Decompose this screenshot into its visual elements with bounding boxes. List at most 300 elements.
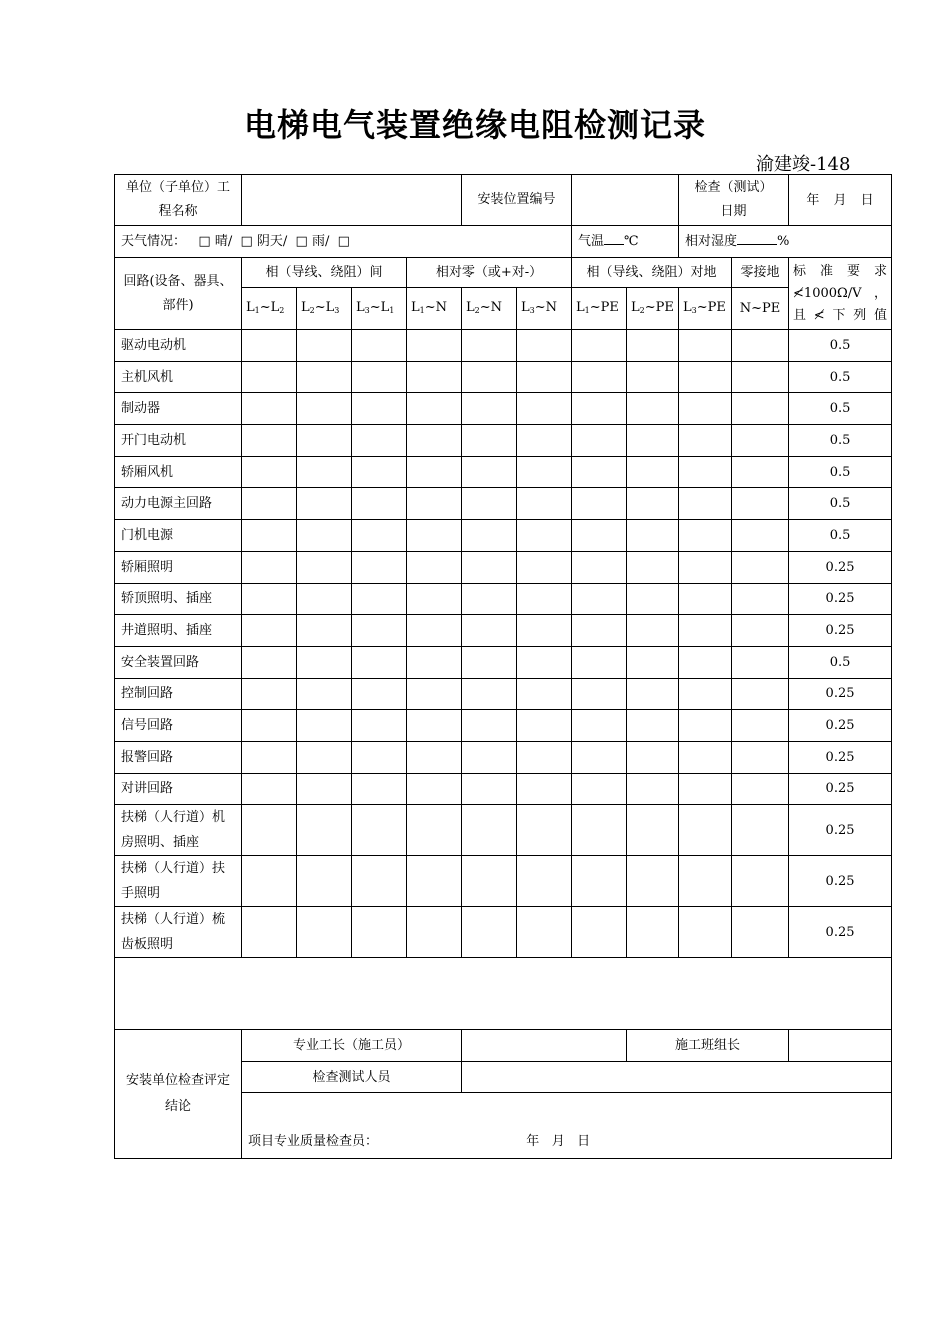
circuit-name-cell xyxy=(115,646,242,678)
measurement-cell[interactable] xyxy=(352,393,407,425)
measurement-cell[interactable] xyxy=(517,646,572,678)
measurement-cell[interactable] xyxy=(627,361,679,393)
measurement-cell[interactable] xyxy=(627,805,679,856)
measurement-cell[interactable] xyxy=(297,907,352,958)
sub-col-l2-pe: $L_2\sim PE$ xyxy=(627,288,679,330)
measurement-cell[interactable] xyxy=(297,393,352,425)
standard-value: 0.25 xyxy=(825,924,855,940)
measurement-cell[interactable] xyxy=(572,551,627,583)
unit-label: 单位（子单位）工程名称 xyxy=(125,180,230,219)
measurement-cell[interactable] xyxy=(732,646,789,678)
measurement-cell[interactable] xyxy=(297,615,352,647)
standard-value-cell xyxy=(789,646,892,678)
table-row xyxy=(115,456,892,488)
measurement-cell[interactable] xyxy=(517,615,572,647)
standard-value-cell xyxy=(789,488,892,520)
date-label: 检查（测试）日期 xyxy=(694,180,773,219)
humidity-blank[interactable] xyxy=(737,230,777,245)
weather-option-cloudy[interactable]: □ 阴天/ xyxy=(240,234,288,249)
measurement-cell[interactable] xyxy=(462,773,517,805)
standard-value: 0.25 xyxy=(825,718,855,734)
measurement-cell[interactable] xyxy=(462,856,517,907)
circuit-name-cell xyxy=(115,907,242,958)
measurement-cell[interactable] xyxy=(732,773,789,805)
table-row xyxy=(115,520,892,552)
measurement-cell[interactable] xyxy=(627,520,679,552)
measurement-cell[interactable] xyxy=(462,741,517,773)
location-label: 安装位置编号 xyxy=(477,192,556,207)
measurement-cell[interactable] xyxy=(297,425,352,457)
location-label-cell xyxy=(462,175,572,226)
standard-value-cell xyxy=(789,805,892,856)
measurement-cell[interactable] xyxy=(572,615,627,647)
table-row xyxy=(115,907,892,958)
measurement-cell[interactable] xyxy=(732,710,789,742)
circuit-name-cell xyxy=(115,856,242,907)
phase-group-text: 相（导线、绕阻）间 xyxy=(265,265,383,280)
page-title: 电梯电气装置绝缘电阻检测记录 xyxy=(243,106,706,144)
circuit-name-cell xyxy=(115,551,242,583)
document-code: 渝建竣-148 xyxy=(756,154,851,175)
measurement-cell[interactable] xyxy=(407,393,462,425)
measurement-cell[interactable] xyxy=(297,646,352,678)
measurement-cell[interactable] xyxy=(517,330,572,362)
measurement-cell[interactable] xyxy=(679,330,732,362)
weather-row xyxy=(115,226,892,258)
date-value-cell[interactable] xyxy=(789,175,892,226)
measurement-cell[interactable] xyxy=(517,907,572,958)
measurement-cell[interactable] xyxy=(462,488,517,520)
inspector-label-cell xyxy=(242,1062,462,1093)
temperature-cell[interactable] xyxy=(572,226,679,258)
measurement-cell[interactable] xyxy=(572,425,627,457)
circuit-name: 控制回路 xyxy=(121,686,174,702)
measurement-cell[interactable] xyxy=(352,907,407,958)
standard-value-cell xyxy=(789,361,892,393)
measurement-cell[interactable] xyxy=(462,425,517,457)
table-row xyxy=(115,488,892,520)
sub-col-n-pe-text: N~PE xyxy=(739,301,781,316)
circuit-name: 轿顶照明、插座 xyxy=(121,591,213,607)
measurement-cell[interactable] xyxy=(517,393,572,425)
circuit-name: 驱动电动机 xyxy=(121,337,187,353)
quality-date: 年 月 日 xyxy=(526,1134,591,1150)
measurement-cell[interactable] xyxy=(517,856,572,907)
measurement-cell[interactable] xyxy=(517,805,572,856)
temperature-label: 气温 xyxy=(578,234,605,249)
measurement-cell[interactable] xyxy=(517,488,572,520)
table-row xyxy=(115,773,892,805)
standard-value-cell xyxy=(789,741,892,773)
measurement-cell[interactable] xyxy=(679,456,732,488)
measurement-cell[interactable] xyxy=(242,678,297,710)
team-leader-label-cell xyxy=(627,1030,789,1062)
measurement-cell[interactable] xyxy=(352,425,407,457)
table-row xyxy=(115,330,892,362)
measurement-cell[interactable] xyxy=(732,741,789,773)
measurement-cell[interactable] xyxy=(407,456,462,488)
date-label-cell xyxy=(679,175,789,226)
measurement-cell[interactable] xyxy=(352,488,407,520)
standard-header-text: 标 准 要 求 ≮1000Ω/V，且≮下列值 xyxy=(793,263,888,323)
measurement-cell[interactable] xyxy=(297,361,352,393)
measurement-cell[interactable] xyxy=(517,678,572,710)
circuit-name-cell xyxy=(115,393,242,425)
measurement-cell[interactable] xyxy=(407,583,462,615)
measurement-cell[interactable] xyxy=(407,646,462,678)
measurement-cell[interactable] xyxy=(627,425,679,457)
table-row xyxy=(115,678,892,710)
measurement-cell[interactable] xyxy=(352,741,407,773)
measurement-cell[interactable] xyxy=(297,856,352,907)
measurement-cell[interactable] xyxy=(407,615,462,647)
measurement-cell[interactable] xyxy=(732,330,789,362)
standard-value-cell xyxy=(789,710,892,742)
standard-value-cell xyxy=(789,551,892,583)
measurement-cell[interactable] xyxy=(572,646,627,678)
measurement-cell[interactable] xyxy=(462,393,517,425)
measurement-cell[interactable] xyxy=(297,456,352,488)
measurement-cell[interactable] xyxy=(732,488,789,520)
measurement-cell[interactable] xyxy=(572,330,627,362)
neutral-group-header xyxy=(407,258,572,288)
measurement-cell[interactable] xyxy=(297,330,352,362)
circuit-name-cell xyxy=(115,330,242,362)
standard-value-cell xyxy=(789,330,892,362)
measurement-cell[interactable] xyxy=(242,551,297,583)
circuit-name: 轿厢照明 xyxy=(121,559,174,575)
measurement-cell[interactable] xyxy=(627,456,679,488)
measurement-cell[interactable] xyxy=(462,456,517,488)
measurement-cell[interactable] xyxy=(517,361,572,393)
measurement-cell[interactable] xyxy=(242,583,297,615)
circuit-name-cell xyxy=(115,805,242,856)
sub-col-l3-l1: $L_3\sim L_1$ xyxy=(352,288,407,330)
measurement-cell[interactable] xyxy=(352,710,407,742)
measurement-cell[interactable] xyxy=(572,393,627,425)
weather-option-other[interactable]: □ xyxy=(337,234,350,249)
measurement-cell[interactable] xyxy=(732,361,789,393)
circuit-name-cell xyxy=(115,615,242,647)
measurement-cell[interactable] xyxy=(462,330,517,362)
measurement-cell[interactable] xyxy=(462,678,517,710)
remarks-cell[interactable] xyxy=(115,958,892,1030)
measurement-cell[interactable] xyxy=(679,393,732,425)
measurement-cell[interactable] xyxy=(297,551,352,583)
measurement-cell[interactable] xyxy=(242,330,297,362)
measurement-cell[interactable] xyxy=(242,456,297,488)
sub-col-l3-pe: $L_3\sim PE$ xyxy=(679,288,732,330)
weather-label: 天气情况： xyxy=(121,234,187,249)
circuit-header-text: 回路(设备、器具、部件) xyxy=(123,273,233,313)
measurement-cell[interactable] xyxy=(517,520,572,552)
measurement-cell[interactable] xyxy=(242,805,297,856)
table-row xyxy=(115,361,892,393)
measurement-cell[interactable] xyxy=(407,425,462,457)
ground-group-header xyxy=(572,258,732,288)
standard-value-cell xyxy=(789,393,892,425)
measurement-cell[interactable] xyxy=(462,646,517,678)
measurement-cell[interactable] xyxy=(517,456,572,488)
measurement-cell[interactable] xyxy=(679,615,732,647)
measurement-cell[interactable] xyxy=(297,741,352,773)
measurement-cell[interactable] xyxy=(407,551,462,583)
measurement-cell[interactable] xyxy=(352,615,407,647)
table-row xyxy=(115,646,892,678)
team-leader-value-cell[interactable] xyxy=(789,1030,892,1062)
measurement-cell[interactable] xyxy=(627,678,679,710)
circuit-name-cell xyxy=(115,773,242,805)
measurement-cell[interactable] xyxy=(242,710,297,742)
measurement-cell[interactable] xyxy=(572,456,627,488)
measurement-cell[interactable] xyxy=(627,907,679,958)
measurement-cell[interactable] xyxy=(572,805,627,856)
standard-header xyxy=(789,258,892,330)
measurement-cell[interactable] xyxy=(407,678,462,710)
circuit-name-cell xyxy=(115,520,242,552)
measurement-cell[interactable] xyxy=(352,583,407,615)
column-group-row xyxy=(115,258,892,288)
measurement-cell[interactable] xyxy=(297,805,352,856)
measurement-cell[interactable] xyxy=(352,646,407,678)
sub-col-l1-pe: $L_1\sim PE$ xyxy=(572,288,627,330)
sub-col-n-pe xyxy=(732,288,789,330)
measurement-cell[interactable] xyxy=(462,551,517,583)
measurement-cell[interactable] xyxy=(572,907,627,958)
circuit-name-cell xyxy=(115,710,242,742)
measurement-cell[interactable] xyxy=(627,393,679,425)
neutral-group-text: 相对零（或+对-） xyxy=(435,265,543,280)
circuit-name-cell xyxy=(115,583,242,615)
measurement-cell[interactable] xyxy=(679,646,732,678)
measurement-cell[interactable] xyxy=(407,741,462,773)
humidity-cell[interactable] xyxy=(679,226,892,258)
measurement-cell[interactable] xyxy=(242,856,297,907)
phase-group-header xyxy=(242,258,407,288)
measurement-cell[interactable] xyxy=(732,520,789,552)
measurement-cell[interactable] xyxy=(242,361,297,393)
measurement-cell[interactable] xyxy=(517,773,572,805)
measurement-cell[interactable] xyxy=(572,520,627,552)
circuit-name-cell xyxy=(115,456,242,488)
measurement-cell[interactable] xyxy=(517,710,572,742)
measurement-cell[interactable] xyxy=(679,805,732,856)
measurement-cell[interactable] xyxy=(679,425,732,457)
measurement-cell[interactable] xyxy=(297,773,352,805)
measurement-cell[interactable] xyxy=(679,741,732,773)
measurement-cell[interactable] xyxy=(679,583,732,615)
ground-group-text: 相（导线、绕阻）对地 xyxy=(586,265,717,280)
table-row xyxy=(115,741,892,773)
measurement-cell[interactable] xyxy=(462,583,517,615)
standard-value: 0.5 xyxy=(829,464,851,480)
foreman-label-cell xyxy=(242,1030,462,1062)
measurement-cell[interactable] xyxy=(572,678,627,710)
unit-label-cell xyxy=(115,175,242,226)
standard-value-cell xyxy=(789,520,892,552)
circuit-name: 扶梯（人行道）机房照明、插座 xyxy=(121,810,226,851)
measurement-cell[interactable] xyxy=(572,488,627,520)
measurement-cell[interactable] xyxy=(627,773,679,805)
circuit-name: 报警回路 xyxy=(121,749,174,765)
measurement-cell[interactable] xyxy=(732,615,789,647)
measurement-cell[interactable] xyxy=(352,773,407,805)
measurement-cell[interactable] xyxy=(732,583,789,615)
measurement-cell[interactable] xyxy=(242,907,297,958)
measurement-cell[interactable] xyxy=(407,520,462,552)
measurement-cell[interactable] xyxy=(732,393,789,425)
measurement-cell[interactable] xyxy=(462,907,517,958)
remarks-row xyxy=(115,958,892,1030)
standard-value: 0.25 xyxy=(825,749,855,765)
footer-row-1 xyxy=(115,1030,892,1062)
measurement-cell[interactable] xyxy=(462,361,517,393)
standard-value: 0.25 xyxy=(825,873,855,889)
measurement-cell[interactable] xyxy=(627,583,679,615)
table-row xyxy=(115,710,892,742)
measurement-cell[interactable] xyxy=(627,856,679,907)
measurement-cell[interactable] xyxy=(407,856,462,907)
measurement-cell[interactable] xyxy=(407,488,462,520)
measurement-cell[interactable] xyxy=(679,856,732,907)
measurement-cell[interactable] xyxy=(407,330,462,362)
measurement-cell[interactable] xyxy=(517,551,572,583)
foreman-label: 专业工长（施工员） xyxy=(292,1038,410,1054)
measurement-cell[interactable] xyxy=(732,678,789,710)
measurement-cell[interactable] xyxy=(297,678,352,710)
table-row xyxy=(115,583,892,615)
foreman-value-cell[interactable] xyxy=(462,1030,627,1062)
circuit-name: 扶梯（人行道）梳齿板照明 xyxy=(121,912,226,953)
measurement-cell[interactable] xyxy=(732,805,789,856)
table-row xyxy=(115,805,892,856)
unit-value-cell[interactable] xyxy=(242,175,462,226)
humidity-unit: % xyxy=(777,234,790,249)
measurement-cell[interactable] xyxy=(517,741,572,773)
table-row xyxy=(115,551,892,583)
sub-col-l3-n: $L_3\sim N$ xyxy=(517,288,572,330)
measurement-cell[interactable] xyxy=(627,551,679,583)
measurement-cell[interactable] xyxy=(297,583,352,615)
measurement-cell[interactable] xyxy=(242,425,297,457)
measurement-cell[interactable] xyxy=(679,488,732,520)
measurement-cell[interactable] xyxy=(572,361,627,393)
measurement-cell[interactable] xyxy=(572,741,627,773)
measurement-cell[interactable] xyxy=(242,393,297,425)
measurement-cell[interactable] xyxy=(517,425,572,457)
measurement-cell[interactable] xyxy=(352,361,407,393)
standard-value: 0.5 xyxy=(829,527,851,543)
measurement-cell[interactable] xyxy=(732,907,789,958)
measurement-cell[interactable] xyxy=(407,773,462,805)
measurement-cell[interactable] xyxy=(572,856,627,907)
measurement-cell[interactable] xyxy=(242,773,297,805)
measurement-cell[interactable] xyxy=(679,773,732,805)
measurement-cell[interactable] xyxy=(407,907,462,958)
circuit-name-cell xyxy=(115,361,242,393)
measurement-cell[interactable] xyxy=(732,551,789,583)
measurement-cell[interactable] xyxy=(679,678,732,710)
measurement-cell[interactable] xyxy=(352,856,407,907)
standard-value-cell xyxy=(789,907,892,958)
measurement-cell[interactable] xyxy=(297,710,352,742)
standard-value: 0.25 xyxy=(825,822,855,838)
measurement-cell[interactable] xyxy=(732,456,789,488)
insulation-record-table xyxy=(114,174,892,1159)
measurement-cell[interactable] xyxy=(352,678,407,710)
measurement-cell[interactable] xyxy=(572,710,627,742)
measurement-cell[interactable] xyxy=(242,646,297,678)
measurement-cell[interactable] xyxy=(679,710,732,742)
zero-ground-text: 零接地 xyxy=(740,265,780,280)
temperature-blank[interactable] xyxy=(604,230,624,245)
standard-value: 0.25 xyxy=(825,623,855,639)
weather-option-rain[interactable]: □ 雨/ xyxy=(295,234,330,249)
measurement-cell[interactable] xyxy=(679,520,732,552)
circuit-name: 轿厢风机 xyxy=(121,464,174,480)
circuit-name: 动力电源主回路 xyxy=(121,496,213,512)
measurement-cell[interactable] xyxy=(297,520,352,552)
measurement-cell[interactable] xyxy=(462,805,517,856)
circuit-name: 安全装置回路 xyxy=(121,654,200,670)
measurement-cell[interactable] xyxy=(297,488,352,520)
measurement-cell[interactable] xyxy=(572,583,627,615)
measurement-cell[interactable] xyxy=(572,773,627,805)
measurement-cell[interactable] xyxy=(517,583,572,615)
measurement-cell[interactable] xyxy=(679,907,732,958)
measurement-cell[interactable] xyxy=(732,856,789,907)
measurement-cell[interactable] xyxy=(352,805,407,856)
measurement-cell[interactable] xyxy=(679,551,732,583)
weather-option-sunny[interactable]: □ 晴/ xyxy=(198,234,233,249)
standard-value: 0.25 xyxy=(825,686,855,702)
measurement-cell[interactable] xyxy=(627,710,679,742)
measurement-cell[interactable] xyxy=(407,805,462,856)
measurement-cell[interactable] xyxy=(627,615,679,647)
measurement-cell[interactable] xyxy=(627,741,679,773)
temperature-unit: ℃ xyxy=(624,234,639,249)
measurement-cell[interactable] xyxy=(462,615,517,647)
humidity-label: 相对湿度 xyxy=(685,234,738,249)
measurement-cell[interactable] xyxy=(407,361,462,393)
measurement-cell[interactable] xyxy=(627,488,679,520)
zero-ground-header xyxy=(732,258,789,288)
measurement-cell[interactable] xyxy=(462,520,517,552)
sub-col-l1-l2: $L_1\sim L_2$ xyxy=(242,288,297,330)
measurement-cell[interactable] xyxy=(352,551,407,583)
inspector-label: 检查测试人员 xyxy=(312,1069,391,1085)
standard-value-cell xyxy=(789,456,892,488)
measurement-cell[interactable] xyxy=(627,330,679,362)
standard-value: 0.5 xyxy=(829,401,851,417)
standard-value-cell xyxy=(789,856,892,907)
measurement-cell[interactable] xyxy=(407,710,462,742)
location-value-cell[interactable] xyxy=(572,175,679,226)
quality-signature-cell[interactable] xyxy=(242,1093,892,1159)
measurement-cell[interactable] xyxy=(242,520,297,552)
measurement-cell[interactable] xyxy=(242,615,297,647)
measurement-cell[interactable] xyxy=(352,456,407,488)
measurement-cell[interactable] xyxy=(352,520,407,552)
inspector-value-cell[interactable] xyxy=(462,1062,892,1093)
measurement-cell[interactable] xyxy=(679,361,732,393)
measurement-cell[interactable] xyxy=(352,330,407,362)
measurement-cell[interactable] xyxy=(242,488,297,520)
measurement-cell[interactable] xyxy=(732,425,789,457)
measurement-cell[interactable] xyxy=(462,710,517,742)
measurement-cell[interactable] xyxy=(242,741,297,773)
measurement-cell[interactable] xyxy=(627,646,679,678)
